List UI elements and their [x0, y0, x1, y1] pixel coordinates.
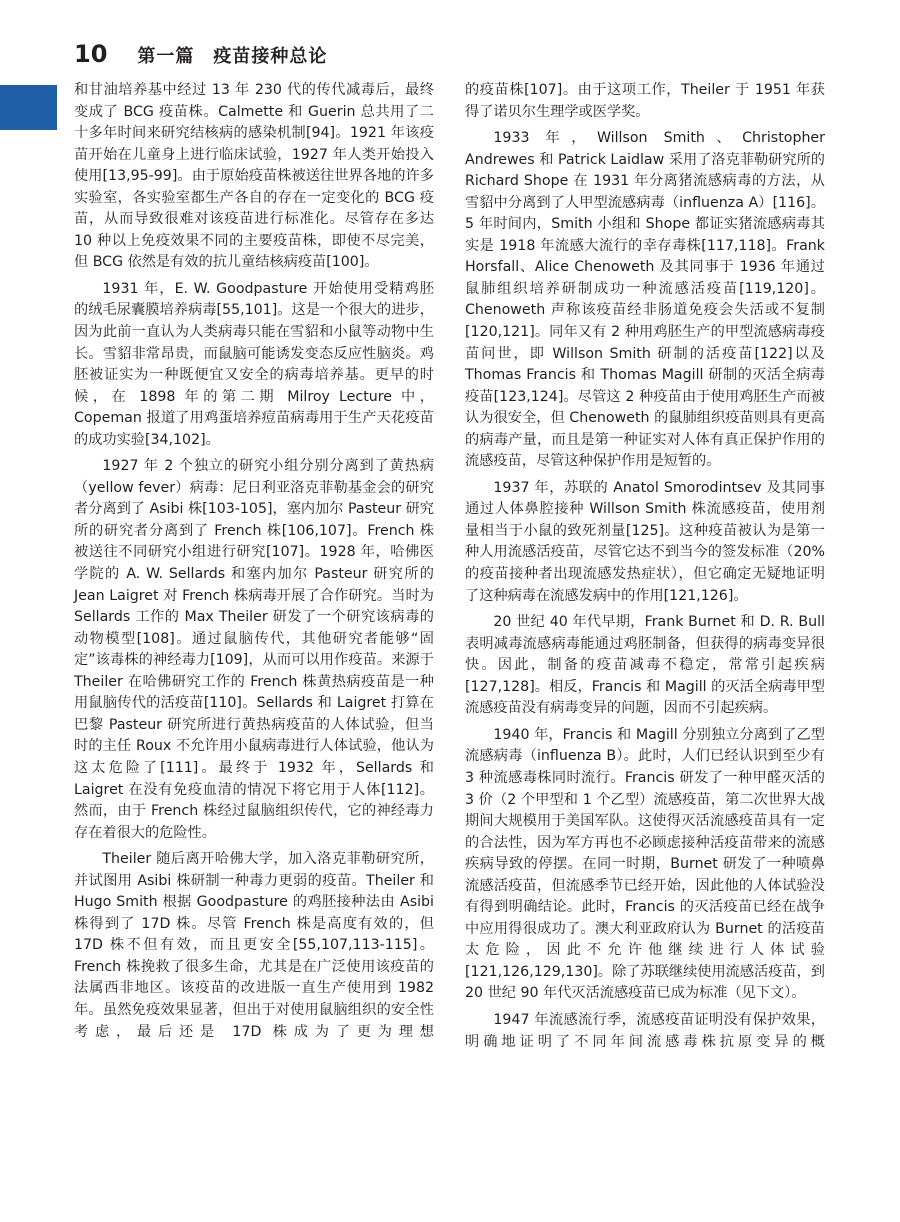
- paragraph: 1931 年，E. W. Goodpasture 开始使用受精鸡胚的绒毛尿囊膜培养病毒[55,101]。这是一个很大的进步，因为此前一直认为人类病毒只能在雪貂和小鼠等动物中生长。雪貂非常昂贵，而鼠脑可能诱发变态反应性脑炎。鸡胚被证实为一种既便宜又安全的病毒培养基。更早的时候，在 1898 年的第二期 Milroy Lecture 中，Copeman 报道了用鸡蛋培养痘苗病毒用于生产天花疫苗的成功实验[34,102]。: [74, 280, 434, 448]
- paragraph: 1927 年 2 个独立的研究小组分别分离到了黄热病（yellow fever）病毒：尼日利亚洛克菲勒基金会的研究者分离到了 Asibi 株[103-105]，塞内加尔 Pasteur 研究所的研究者分离到了 French 株[106,107]。French 株被送往不同研究小组进行研究[107]。1928 年，哈佛医学院的 A. W. Sellards 和塞内加尔 Pasteur 研究所的 Jean Laigret 对 French 株病毒开展了合作研究。当时为 Sellards 工作的 Max Theiler 研发了一个研究该病毒的动物模型[108]。通过鼠脑传代，其他研究者能够“固定”该毒株的神经毒力[109]，从而可以用作疫苗。来源于 Theiler 在哈佛研究工作的 French 株黄热病疫苗是一种用鼠脑传代的活疫苗[110]。Sellards 和 Laigret 打算在巴黎 Pasteur 研究所进行黄热病疫苗的人体试验，但当时的主任 Roux 不允许用小鼠病毒进行人体试验，他认为这太危险了[111]。最终于 1932 年，Sellards 和 Laigret 在没有免疫血清的情况下将它用于人体[112]。然而，由于 French 株经过鼠脑组织传代，它的神经毒力存在着很大的危险性。: [74, 458, 434, 841]
- section-title: 第一篇 疫苗接种总论: [137, 46, 328, 67]
- page-header: [74, 40, 327, 70]
- paragraph: 1947 年流感流行季，流感疫苗证明没有保护效果，明确地证明了不同年间流感毒株抗原变异的概: [465, 1011, 825, 1050]
- paragraph: 1937 年，苏联的 Anatol Smorodintsev 及其同事通过人体鼻腔接种 Willson Smith 株流感疫苗，使用剂量相当于小鼠的致死剂量[125]。这种疫苗被认为是第一种人用流感活疫苗，尽管它达不到当今的签发标准（20% 的疫苗接种者出现流感发热症状），但它确定无疑地证明了这种病毒在流感发病中的作用[121,126]。: [465, 479, 825, 604]
- section-color-tab: [0, 85, 57, 130]
- paragraph: 和甘油培养基中经过 13 年 230 代的传代减毒后，最终变成了 BCG 疫苗株。Calmette 和 Guerin 总共用了二十多年时间来研究结核病的感染机制[94]。1921 年该疫苗开始在儿童身上进行临床试验，1927 年人类开始投入使用[13,95-99]。由于原始疫苗株被送往世界各地的许多实验室，各实验室都生产各自的存在一定变化的 BCG 疫苗，从而导致很难对该疫苗进行标准化。尽管存在多达 10 种以上免疫效果不同的主要疫苗株，即使不尽完美，但 BCG 依然是有效的抗儿童结核病疫苗[100]。: [74, 82, 434, 271]
- paragraph: Theiler 随后离开哈佛大学，加入洛克菲勒研究所，并试图用 Asibi 株研制一种毒力更弱的疫苗。Theiler 和 Hugo Smith 根据 Goodpasture 的鸡胚接种法由 Asibi 株得到了 17D 株。尽管 French 株是高度有效的，但 17D 株不但有效，而且更安全[55,107,113-115]。French 株挽救了很多生命，尤其是在广泛使用该疫苗的法属西非地区。该疫苗的改进版一直生产使用到 1982 年。虽然免疫效果显著，但出于对使用鼠脑组织的安全性考虑，最后还是 17D 株成为了更为理想: [74, 851, 434, 1040]
- paragraph: 1933 年，Willson Smith、Christopher Andrewes 和 Patrick Laidlaw 采用了洛克菲勒研究所的 Richard Shope 在 1931 年分离猪流感病毒的方法，从雪貂中分离到了人甲型流感病毒（influenza A）[116]。5 年时间内，Smith 小组和 Shope 都证实猪流感病毒其实是 1918 年流感大流行的幸存毒株[117,118]。Frank Horsfall、Alice Chenoweth 及其同事于 1936 年通过鼠肺组织培养研制成功一种流感活疫苗[119,120]。Chenoweth 声称该疫苗经非肠道免疫会失活或不复制[120,121]。同年又有 2 种用鸡胚生产的甲型流感病毒疫苗问世，即 Willson Smith 研制的活疫苗[122]以及 Thomas Francis 和 Thomas Magill 研制的灭活全病毒疫苗[123,124]。尽管这 2 种疫苗由于使用鸡胚生产而被认为很安全，但 Chenoweth 的鼠肺组织疫苗则具有更高的病毒产量，而且是第一种证实对人体有真正保护作用的流感疫苗，尽管这种保护作用是短暂的。: [465, 130, 825, 470]
- left-column: [74, 80, 434, 1048]
- paragraph: 20 世纪 40 年代早期，Frank Burnet 和 D. R. Bull 表明减毒流感病毒能通过鸡胚制备，但获得的病毒变异很快。因此，制备的疫苗减毒不稳定，常常引起疾病[127,128]。相反，Francis 和 Magill 的灭活全病毒甲型流感疫苗没有病毒变异的问题，因而不引起疾病。: [465, 614, 825, 717]
- paragraph: 的疫苗株[107]。由于这项工作，Theiler 于 1951 年获得了诺贝尔生理学或医学奖。: [465, 82, 825, 120]
- right-column: [465, 80, 825, 1058]
- page-number: 10: [74, 40, 108, 68]
- paragraph: 1940 年，Francis 和 Magill 分别独立分离到了乙型流感病毒（influenza B）。此时，人们已经认识到至少有 3 种流感毒株同时流行。Francis 研发了一种甲醛灭活的 3 价（2 个甲型和 1 个乙型）流感疫苗，第二次世界大战期间大规模用于美国军队。这使得灭活流感疫苗具有一定的合法性，因为军方再也不必顾虑接种活疫苗带来的流感疾病导致的停摆。在同一时期，Burnet 研发了一种喷鼻流感活疫苗，但流感季节已经开始，因此他的人体试验没有得到明确结论。此时，Francis 的灭活疫苗已经在战争中应用得很成功了。澳大利亚政府认为 Burnet 的活疫苗太危险，因此不允许他继续进行人体试验[121,126,129,130]。除了苏联继续使用流感活疫苗，到 20 世纪 90 年代灭活流感疫苗已成为标准（见下文）。: [465, 726, 825, 1002]
